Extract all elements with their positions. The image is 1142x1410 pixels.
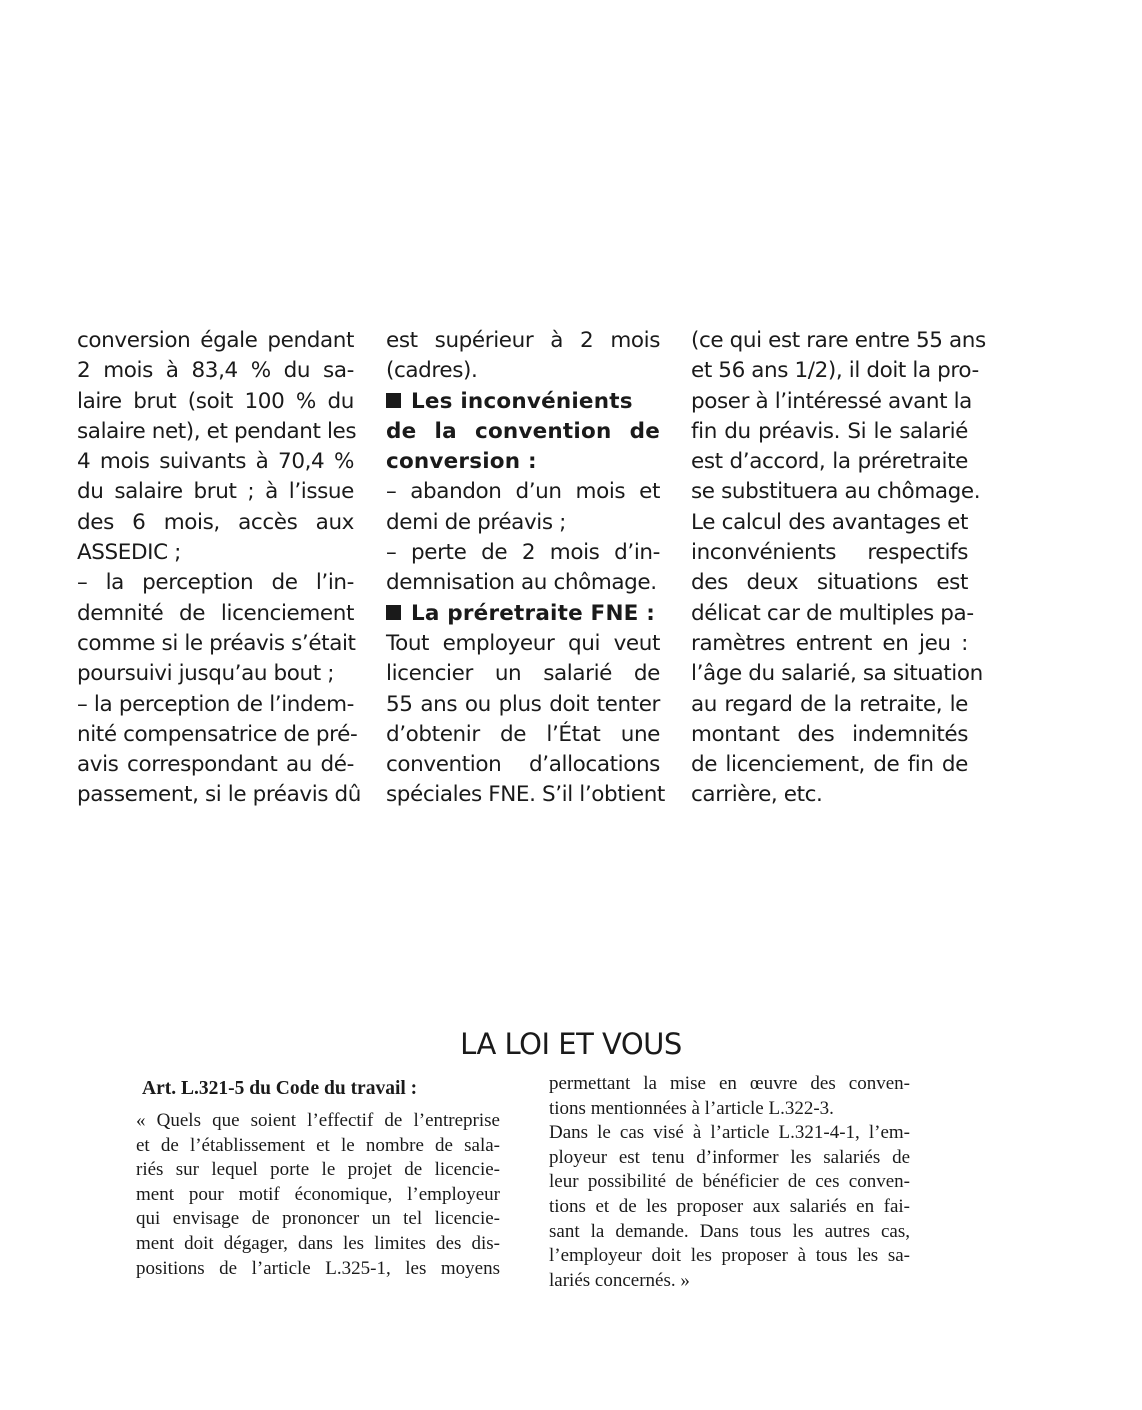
law-line: leur possibilité de bénéficier de ces conven- [549,1171,910,1193]
section-heading-line: de la convention de [386,418,660,444]
text-line: spéciales FNE. S’il l’obtient [386,782,665,808]
text-line: se substituera au chômage. [691,479,981,505]
law-line: ployeur est tenu d’informer les salariés de [549,1146,910,1168]
text-line: salaire net), et pendant les [77,418,357,444]
text-line: et 56 ans 1/2), il doit la pro- [691,358,979,384]
section-heading-inconvenients [386,387,660,417]
text-line: – la perception de l’indem- [77,691,354,717]
text-line: de licenciement, de fin de [691,752,968,778]
text-line: ASSEDIC ; [77,540,181,566]
text-line: demnité de licenciement [77,600,354,626]
article-column-3 [691,326,986,811]
text-line: 2 mois à 83,4 % du sa- [77,358,354,384]
text-line: est d’accord, la préretraite [691,449,968,475]
text-line: carrière, etc. [691,782,823,808]
text-line: – perte de 2 mois d’in- [386,540,660,566]
law-line: positions de l’article L.325-1, les moyens [136,1257,500,1279]
text-line: laire brut (soit 100 % du [77,388,354,414]
law-line: sant la demande. Dans tous les autres cas, [549,1220,910,1242]
text-line: l’âge du salarié, sa situation [691,661,983,687]
law-quote-column-1 [136,1109,500,1281]
text-line: comme si le préavis s’était [77,630,356,656]
law-article-heading: Art. L.321-5 du Code du travail : [142,1078,418,1099]
heading-text: La préretraite FNE : [411,600,656,626]
law-line: « Quels que soient l’effectif de l’entreprise [136,1110,500,1131]
law-line: lariés concernés. » [549,1269,690,1291]
text-line: Tout employeur qui veut [386,630,660,656]
law-line: permettant la mise en œuvre des conven- [549,1073,910,1094]
text-line: poser à l’intéressé avant la [691,388,972,414]
law-line: tions et de les proposer aux salariés en fai- [549,1195,910,1217]
text-line: du salaire brut ; à l’issue [77,479,354,505]
text-line: d’obtenir de l’État une [386,721,660,747]
law-line: riés sur lequel porte le projet de licencie- [136,1159,500,1181]
text-line: (ce qui est rare entre 55 ans [691,328,986,353]
article-column-2 [386,326,665,811]
article-column-1 [77,326,362,811]
law-line: ment doit dégager, dans les limites des dis- [136,1232,500,1254]
text-line: – la perception de l’in- [77,570,354,596]
text-line: au regard de la retraite, le [691,691,968,717]
text-line: montant des indemnités [691,721,968,747]
law-line: qui envisage de prononcer un tel licencie- [136,1208,500,1230]
law-box-title: LA LOI ET VOUS [460,1027,682,1061]
text-line: – abandon d’un mois et [386,479,660,505]
text-line: délicat car de multiples pa- [691,600,974,626]
text-line: demi de préavis ; [386,509,566,535]
law-line: tions mentionnées à l’article L.322-3. [549,1097,834,1119]
text-line: (cadres). [386,358,478,384]
text-line: inconvénients respectifs [691,540,968,566]
text-line: poursuivi jusqu’au bout ; [77,661,335,687]
text-line: des deux situations est [691,570,968,596]
text-line: conversion égale pendant [77,328,354,353]
law-line: et de l’établissement et le nombre de sala- [136,1134,500,1156]
text-line: est supérieur à 2 mois [386,328,660,353]
text-line: nité compensatrice de pré- [77,721,358,747]
bullet-square-icon [386,605,401,620]
law-line: Dans le cas visé à l’article L.321-4-1, l’em- [549,1122,910,1144]
heading-text: Les inconvénients [411,388,633,414]
law-quote-column-2 [549,1072,910,1293]
text-line: passement, si le préavis dû [77,782,362,808]
law-line: ment pour motif économique, l’employeur [136,1183,500,1205]
text-line: avis correspondant au dé- [77,752,354,778]
text-line: licencier un salarié de [386,661,660,687]
text-line: convention d’allocations [386,752,660,778]
text-line: 4 mois suivants à 70,4 % [77,449,354,475]
text-line: fin du préavis. Si le salarié [691,418,968,444]
section-heading-preretraite [386,599,660,629]
text-line: 55 ans ou plus doit tenter [386,691,660,717]
text-line: Le calcul des avantages et [691,509,968,535]
section-heading-line: conversion : [386,449,537,475]
bullet-square-icon [386,393,401,408]
text-line: demnisation au chômage. [386,570,657,596]
text-line: ramètres entrent en jeu : [691,630,968,656]
law-line: l’employeur doit les proposer à tous les sa- [549,1245,910,1267]
text-line: des 6 mois, accès aux [77,509,354,535]
